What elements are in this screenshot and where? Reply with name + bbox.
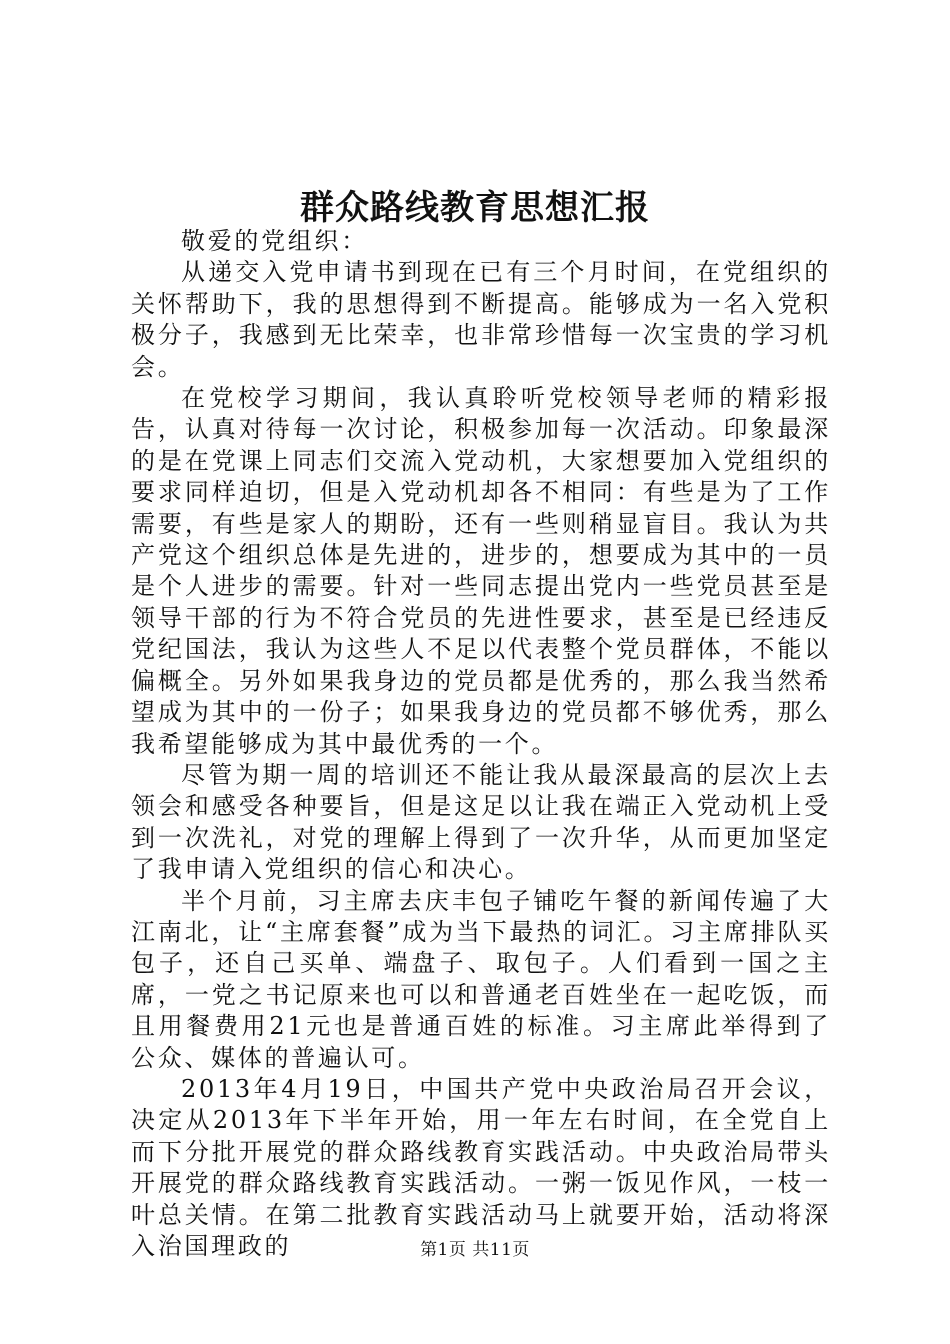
paragraph-4: 半个月前，习主席去庆丰包子铺吃午餐的新闻传遍了大江南北，让“主席套餐”成为当下最热的词汇。习主席排队买包子，还自己买单、端盘子、取包子。人们看到一国之主席，一党之书记原来也可以和普通老百姓坐在一起吃饭，而且用餐费用21元也是普通百姓的标准。习主席此举得到了公众、媒体的普遍认可。 [131,886,831,1072]
paragraph-3: 尽管为期一周的培训还不能让我从最深最高的层次上去领会和感受各种要旨，但是这足以让我在端正入党动机上受到一次洗礼，对党的理解上得到了一次升华，从而更加坚定了我申请入党组织的信心和决心。 [131,760,831,884]
paragraph-5: 2013年4月19日，中国共产党中央政治局召开会议，决定从2013年下半年开始，用一年左右时间，在全党自上而下分批开展党的群众路线教育实践活动。中央政治局带头开展党的群众路线教育实践活动。一粥一饭见作风，一枝一叶总关情。在第二批教育实践活动马上就要开始，活动将深入治国理政的 [131,1074,831,1260]
page-footer: 第1页 共11页 [420,1240,530,1260]
paragraph-2: 在党校学习期间，我认真聆听党校领导老师的精彩报告，认真对待每一次讨论，积极参加每一次活动。印象最深的是在党课上同志们交流入党动机，大家想要加入党组织的要求同样迫切，但是入党动机却各不相同：有些是为了工作需要，有些是家人的期盼，还有一些则稍显盲目。我认为共产党这个组织总体是先进的，进步的，想要成为其中的一员是个人进步的需要。针对一些同志提出党内一些党员甚至是领导干部的行为不符合党员的先进性要求，甚至是已经违反党纪国法，我认为这些人不足以代表整个党员群体，不能以偏概全。另外如果我身边的党员都是优秀的，那么我当然希望成为其中的一份子；如果我身边的党员都不够优秀，那么我希望能够成为其中最优秀的一个。 [131,384,831,758]
document-body [131,226,831,1262]
document-title: 群众路线教育思想汇报 [300,188,650,228]
paragraph-1: 从递交入党申请书到现在已有三个月时间，在党组织的关怀帮助下，我的思想得到不断提高。能够成为一名入党积极分子，我感到无比荣幸，也非常珍惜每一次宝贵的学习机会。 [131,258,831,381]
salutation: 敬爱的党组织： [181,227,368,255]
